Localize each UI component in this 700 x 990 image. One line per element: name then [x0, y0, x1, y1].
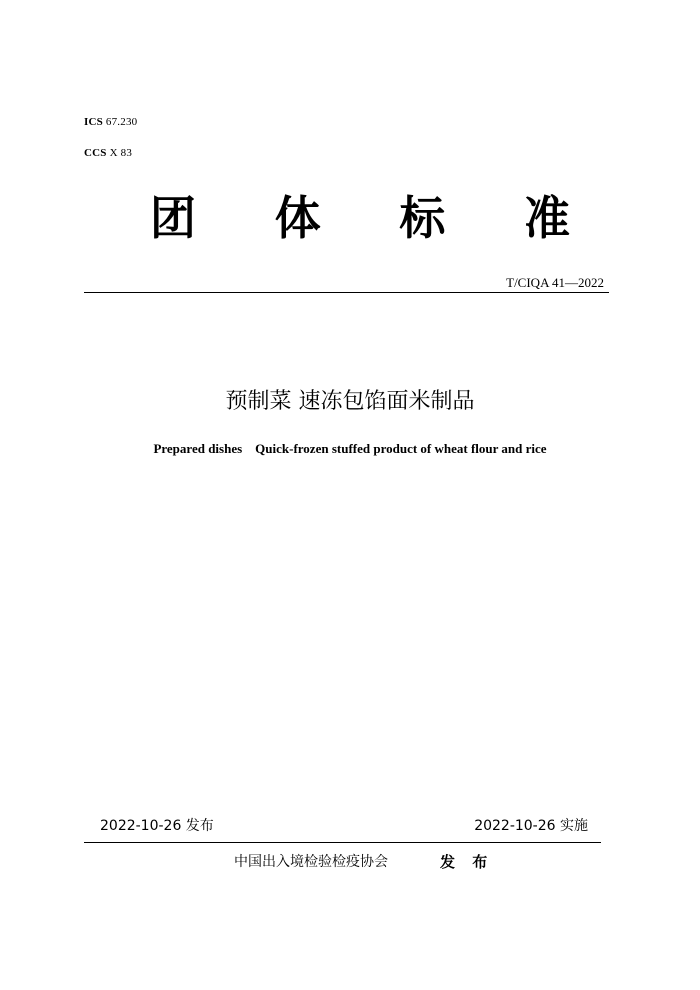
- ics-code: [84, 116, 137, 128]
- ccs-label: CCS: [84, 147, 107, 159]
- category-char-1: 团: [150, 191, 196, 245]
- footer-divider: [84, 842, 601, 843]
- implement-date: 2022-10-26 实施: [474, 818, 588, 834]
- standard-number: T/CIQA 41—2022: [506, 275, 604, 290]
- ccs-value: X 83: [109, 147, 133, 159]
- title-english: Prepared dishes Quick-frozen stuffed product of wheat flour and rice: [153, 441, 547, 456]
- category-char-3: 标: [399, 191, 446, 245]
- category-char-4: 准: [523, 191, 570, 245]
- title-chinese: 预制菜 速冻包馅面米制品: [225, 389, 475, 414]
- category-char-2: 体: [274, 191, 321, 245]
- header-divider: [84, 292, 609, 293]
- ics-value: 67.230: [105, 116, 138, 128]
- publish-label: 发 布: [440, 853, 494, 871]
- standard-category-title: [150, 188, 570, 248]
- release-date: 2022-10-26 发布: [100, 818, 214, 834]
- ccs-code: [84, 147, 132, 159]
- ics-label: ICS: [84, 116, 103, 128]
- issuing-organization: 中国出入境检验检疫协会: [234, 854, 388, 870]
